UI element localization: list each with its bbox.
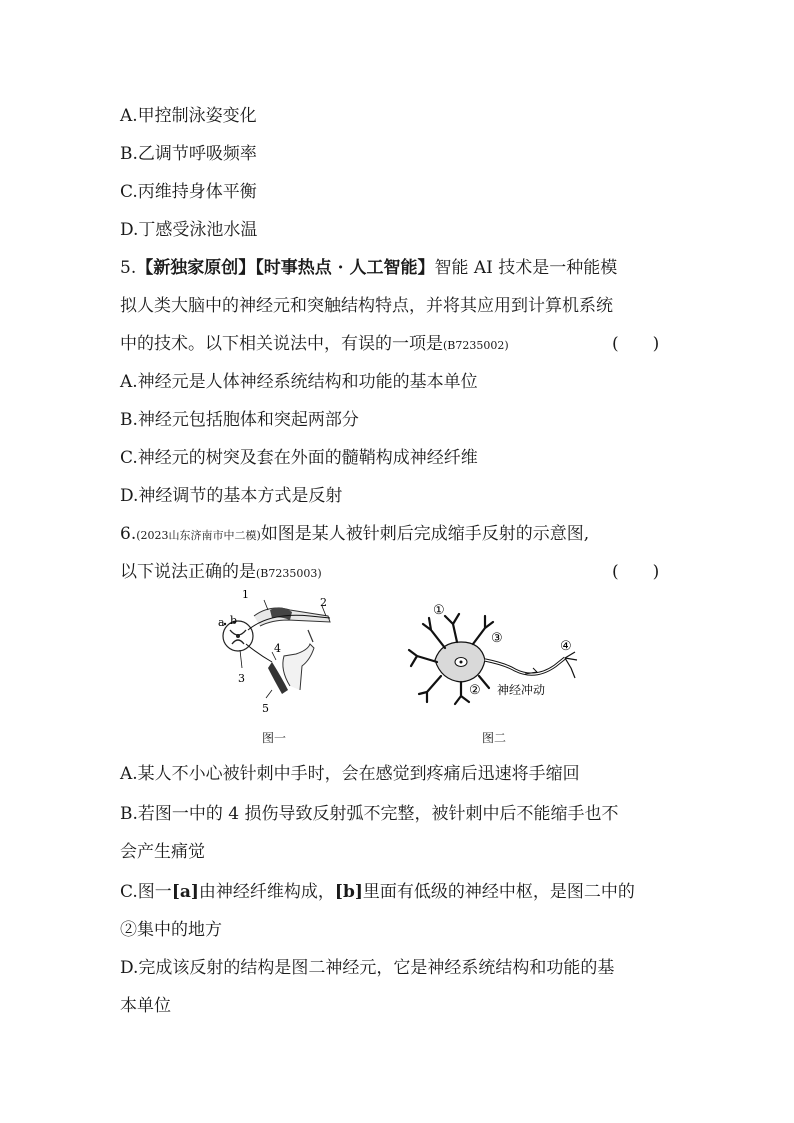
figure-2-neuron [405, 598, 590, 710]
q5-option-c: C.神经元的树突及套在外面的髓鞘构成神经纤维 [120, 448, 478, 468]
q5-option-b: B.神经元包括胞体和突起两部分 [120, 410, 359, 430]
q5-code: (B7235002) [443, 339, 509, 352]
q5-answer-blank: ( ) [612, 334, 660, 354]
fig1-label-5: 5 [262, 702, 269, 715]
fig2-label-impulse: 神经冲动 [497, 683, 546, 697]
q5-option-a: A.神经元是人体神经系统结构和功能的基本单位 [120, 372, 478, 392]
q6-option-a: A.某人不小心被针刺中手时，会在感觉到疼痛后迅速将手缩回 [120, 764, 580, 784]
neuron-cell-body [435, 642, 485, 682]
q4-option-d: D.丁感受泳池水温 [120, 220, 258, 240]
q6-source: (2023山东济南市中二模) [136, 529, 261, 542]
q5-stem-line-1 [120, 256, 617, 280]
q6-option-d-line-2: 本单位 [120, 996, 171, 1016]
q5-stem-line-3 [120, 332, 509, 358]
figure-1-caption: 图一 [262, 731, 287, 745]
q6-option-b-line-2: 会产生痛觉 [120, 842, 205, 862]
q6-stem-line-1 [120, 522, 589, 548]
fig2-label-1: ① [433, 603, 445, 618]
q4-option-c: C.丙维持身体平衡 [120, 182, 257, 202]
fig1-label-1: 1 [242, 590, 249, 601]
q5-stem-text-3: 中的技术。以下相关说法中，有误的一项是 [120, 334, 443, 354]
axon [485, 652, 577, 678]
q6-option-c-text-1: C.图一 [120, 882, 172, 902]
q6-option-c-text-3: 里面有低级的神经中枢，是图二中的 [362, 882, 635, 902]
fig1-label-2: 2 [320, 596, 327, 609]
fig1-label-a: a [218, 616, 225, 629]
q6-code: (B7235003) [256, 567, 322, 580]
q5-stem-text-1: 智能 AI 技术是一种能模 [434, 258, 618, 278]
figure-1-reflex-arc [210, 590, 350, 720]
q4-option-b: B.乙调节呼吸频率 [120, 144, 257, 164]
q6-answer-blank: ( ) [612, 562, 660, 582]
q6-number: 6. [120, 524, 137, 544]
q5-number: 5. [120, 258, 137, 278]
fig2-label-2: ② [469, 683, 481, 698]
q5-stem-line-2: 拟人类大脑中的神经元和突触结构特点，并将其应用到计算机系统 [120, 296, 613, 316]
figure-2-caption: 图二 [482, 731, 507, 745]
q6-option-c-line-1 [120, 880, 635, 904]
q4-option-a: A.甲控制泳姿变化 [120, 106, 257, 126]
q5-tag-hot-topic: 【时事热点 · 人工智能】 [255, 258, 435, 278]
q6-stem-text-2: 以下说法正确的是 [120, 562, 256, 582]
q6-option-b-line-1: B.若图一中的 4 损伤导致反射弧不完整，被针刺中后不能缩手也不 [120, 804, 619, 824]
q5-option-d: D.神经调节的基本方式是反射 [120, 486, 343, 506]
q6-stem-text-1: 如图是某人被针刺后完成缩手反射的示意图, [260, 524, 590, 544]
fig2-label-4: ④ [560, 639, 572, 654]
q6-option-c-text-2: 由神经纤维构成， [198, 882, 335, 902]
fig1-label-4: 4 [274, 642, 281, 655]
fig1-label-3: 3 [238, 672, 245, 685]
fig2-label-3: ③ [491, 631, 503, 646]
q6-option-d-line-1: D.完成该反射的结构是图二神经元，它是神经系统结构和功能的基 [120, 958, 615, 978]
q6-stem-line-2 [120, 560, 322, 586]
q5-tag-original: 【新独家原创】 [136, 258, 256, 278]
q6-option-c-label-b: [b] [334, 882, 363, 902]
q6-option-c-line-2: ②集中的地方 [120, 920, 222, 940]
fig1-label-b: b [230, 614, 238, 627]
q6-option-c-label-a: [a] [171, 882, 199, 902]
